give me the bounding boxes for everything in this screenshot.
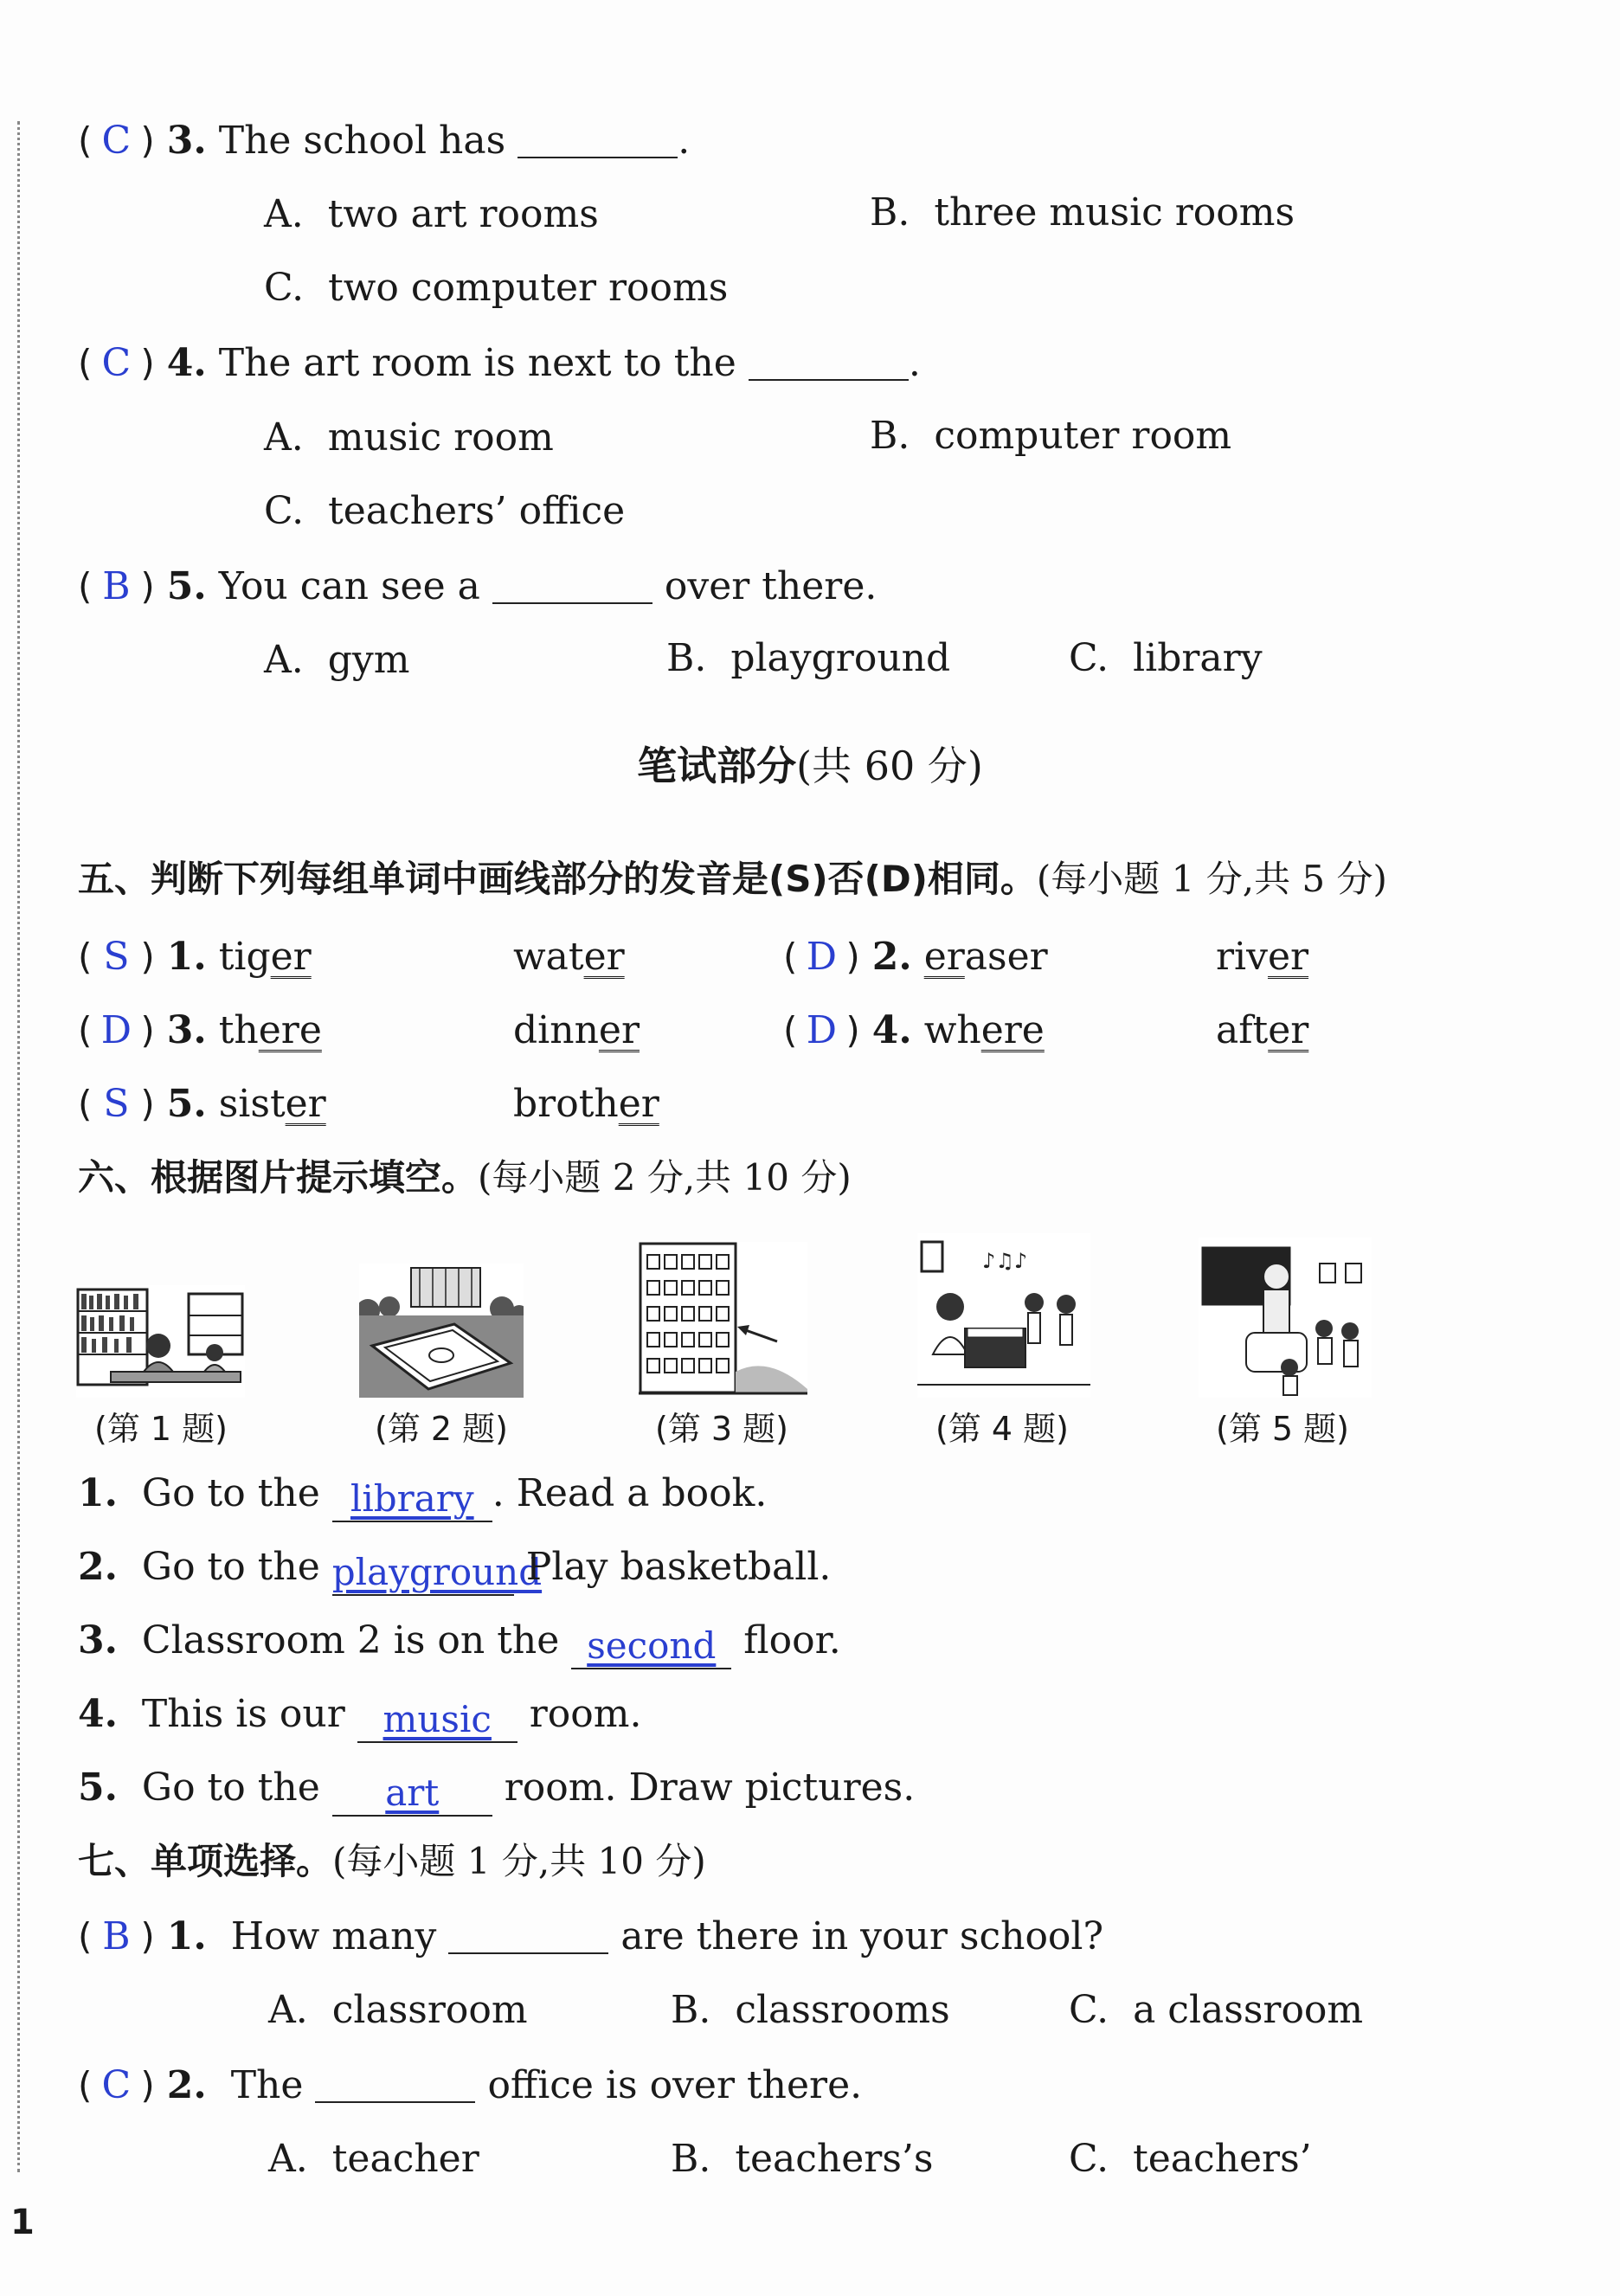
answer: B	[102, 564, 131, 608]
fill-item-5: 5. Go to the art room. Draw pictures.	[78, 1764, 915, 1817]
choice-question-1: ( B ) 1. How many are there in your school?	[78, 1913, 1103, 1961]
option-c: C. teachers’ office	[264, 489, 626, 533]
option-c: C. a classroom	[1069, 1988, 1364, 2032]
filled-answer: music	[357, 1698, 518, 1743]
music-room-illustration	[917, 1233, 1090, 1398]
phonics-word: dinner	[513, 1008, 640, 1052]
option-c: C. teachers’	[1069, 2137, 1312, 2181]
building-illustration	[639, 1242, 807, 1398]
phonics-word: river	[1216, 935, 1309, 979]
art-room-illustration	[1199, 1238, 1372, 1398]
phonics-item-5: ( S ) 5. sister	[78, 1082, 326, 1126]
option-a: A. music room	[264, 415, 554, 460]
option-a: A. classroom	[268, 1988, 528, 2032]
question-5: ( B ) 5. You can see a over there.	[78, 563, 877, 611]
filled-answer: second	[571, 1624, 731, 1669]
filled-answer: playground	[332, 1551, 514, 1596]
phonics-item-1: ( S ) 1. tiger	[78, 935, 312, 979]
option-b: B. teachers’s	[671, 2137, 934, 2181]
picture-caption-2: (第 2 题)	[375, 1410, 508, 1448]
picture-caption-4: (第 4 题)	[935, 1410, 1069, 1448]
picture-caption-5: (第 5 题)	[1216, 1410, 1349, 1448]
answer-blank	[749, 344, 909, 381]
answer: C	[101, 2063, 132, 2107]
option-c: C. two computer rooms	[264, 266, 729, 310]
page-number: 1	[10, 2203, 35, 2242]
library-illustration	[76, 1285, 245, 1398]
option-a: A. teacher	[268, 2137, 479, 2181]
fill-item-3: 3. Classroom 2 is on the second floor.	[78, 1617, 841, 1669]
option-a: A. gym	[264, 638, 410, 682]
question-4: ( C ) 4. The art room is next to the .	[78, 339, 921, 388]
picture-caption-1: (第 1 题)	[94, 1410, 228, 1448]
phonics-word: brother	[513, 1082, 659, 1126]
filled-answer: library	[332, 1477, 492, 1522]
picture-caption-3: (第 3 题)	[655, 1410, 788, 1448]
playground-illustration	[359, 1264, 524, 1398]
phonics-word: after	[1216, 1008, 1309, 1052]
choice-question-2: ( C ) 2. The office is over there.	[78, 2061, 862, 2110]
section7-title: 七、单项选择。(每小题 1 分,共 10 分)	[78, 1840, 706, 1882]
answer: C	[101, 341, 132, 385]
filled-answer: art	[332, 1772, 492, 1817]
question-3: ( C ) 3. The school has .	[78, 117, 690, 165]
option-c: C. library	[1069, 636, 1263, 680]
phonics-item-3: ( D ) 3. there	[78, 1008, 322, 1052]
fill-item-2: 2. Go to the playground Play basketball.	[78, 1543, 831, 1596]
answer-blank	[492, 568, 652, 604]
written-part-title: 笔试部分(共 60 分)	[637, 743, 983, 789]
fill-item-4: 4. This is our music room.	[78, 1690, 641, 1743]
fill-item-1: 1. Go to the library . Read a book.	[78, 1470, 767, 1522]
svg-text:♪♫♪: ♪♫♪	[982, 1249, 1028, 1273]
phonics-item-4: ( D ) 4. where	[783, 1008, 1045, 1052]
answer-blank	[518, 122, 678, 158]
answer: C	[101, 119, 132, 163]
answer-blank	[315, 2067, 475, 2103]
section5-title: 五、判断下列每组单词中画线部分的发音是(S)否(D)相同。(每小题 1 分,共 5 分)	[78, 858, 1387, 900]
option-a: A. two art rooms	[264, 192, 599, 236]
option-b: B. computer room	[870, 414, 1232, 458]
section6-title: 六、根据图片提示填空。(每小题 2 分,共 10 分)	[78, 1156, 852, 1199]
answer-blank	[448, 1918, 608, 1954]
option-b: B. playground	[666, 636, 951, 680]
option-b: B. three music rooms	[870, 190, 1295, 235]
binding-line	[17, 121, 20, 2172]
phonics-item-2: ( D ) 2. eraser	[783, 935, 1048, 979]
phonics-word: water	[513, 935, 625, 979]
answer: B	[102, 1914, 131, 1958]
option-b: B. classrooms	[671, 1988, 950, 2032]
